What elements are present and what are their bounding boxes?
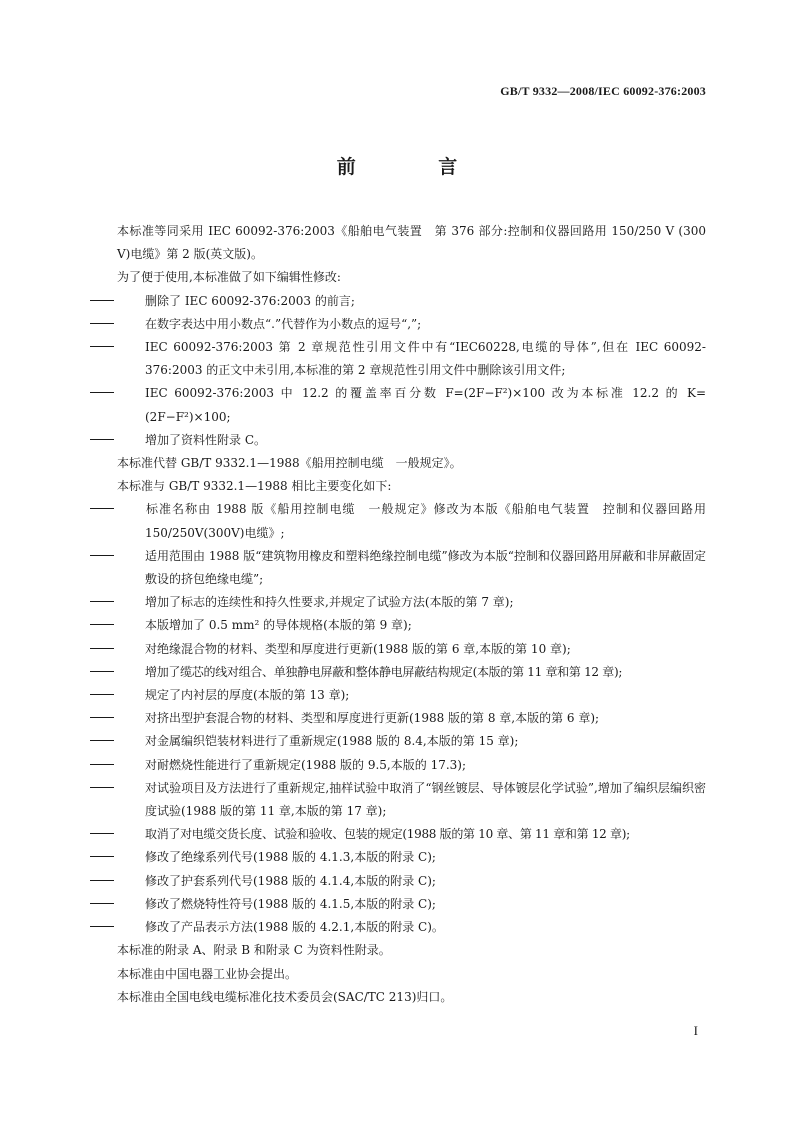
dash-marker [90, 661, 118, 684]
list-item-text: 修改了绝缘系列代号(1988 版的 4.1.3,本版的附录 C); [145, 850, 436, 865]
list-item-text: 修改了产品表示方法(1988 版的 4.2.1,本版的附录 C)。 [145, 920, 444, 935]
list-item-text: 修改了护套系列代号(1988 版的 4.1.4,本版的附录 C); [145, 873, 436, 888]
list-item [90, 777, 706, 823]
paragraph-text: 本标准由中国电器工业协会提出。 [117, 966, 298, 981]
list-item [90, 429, 706, 452]
list-item-text: 对耐燃烧性能进行了重新规定(1988 版的 9.5,本版的 17.3); [145, 757, 467, 772]
list-item-text: 取消了对电缆交货长度、试验和验收、包装的规定(1988 版的第 10 章、第 11 章和第 12 章); [145, 827, 630, 842]
list-item-text: 删除了 IEC 60092-376:2003 的前言; [145, 293, 355, 308]
paragraph-text: 本标准与 GB/T 9332.1—1988 相比主要变化如下: [117, 479, 392, 494]
dash-marker [90, 754, 118, 777]
paragraph [90, 220, 706, 266]
list-item [90, 591, 706, 614]
dash-marker [90, 916, 118, 939]
list-item-text: 对试验项目及方法进行了重新规定,抽样试验中取消了“钢丝镀层、导体镀层化学试验”,增加了编织层编织密度试验(1988 版的第 11 章,本版的第 17 章); [145, 780, 706, 819]
list-item-text: 适用范围由 1988 版“建筑物用橡皮和塑料绝缘控制电缆”修改为本版“控制和仪器回路用屏蔽和非屏蔽固定敷设的挤包绝缘电缆”; [145, 548, 706, 587]
list-item [90, 846, 706, 869]
paragraph [90, 475, 706, 498]
document-body [90, 220, 706, 1009]
paragraph-text: 本标准代替 GB/T 9332.1—1988《船用控制电缆 一般规定》。 [117, 456, 462, 471]
dash-marker [90, 823, 118, 846]
list-item [90, 730, 706, 753]
dash-marker [90, 684, 118, 707]
list-item-text: 修改了燃烧特性符号(1988 版的 4.1.5,本版的附录 C); [145, 896, 436, 911]
dash-marker [90, 638, 118, 661]
paragraph [90, 266, 706, 289]
list-item [90, 916, 706, 939]
list-item [90, 382, 706, 428]
list-item [90, 498, 706, 544]
dash-marker [90, 382, 118, 405]
dash-marker [90, 290, 118, 313]
dash-marker [90, 730, 118, 753]
dash-marker [90, 846, 118, 869]
list-item [90, 290, 706, 313]
dash-marker [90, 591, 118, 614]
page-number: I [693, 1023, 698, 1038]
dash-marker [90, 545, 118, 568]
page-title: 前 言 [336, 156, 496, 178]
paragraph [90, 452, 706, 475]
list-item-text: 对金属编织铠装材料进行了重新规定(1988 版的 8.4,本版的第 15 章); [145, 734, 519, 749]
dash-marker [90, 313, 118, 336]
list-item [90, 614, 706, 637]
list-item-text: 对挤出型护套混合物的材料、类型和厚度进行更新(1988 版的第 8 章,本版的第 6 章); [145, 711, 600, 726]
list-item-text: 规定了内衬层的厚度(本版的第 13 章); [145, 688, 350, 703]
list-item [90, 870, 706, 893]
dash-marker [90, 498, 118, 521]
list-item-text: 标准名称由 1988 版《船用控制电缆 一般规定》修改为本版《船舶电气装置 控制和仪器回路用 150/250V(300V)电缆》; [145, 502, 706, 540]
list-item-text: 增加了标志的连续性和持久性要求,并规定了试验方法(本版的第 7 章); [145, 595, 514, 610]
dash-marker [90, 893, 118, 916]
paragraph [90, 963, 706, 986]
paragraph [90, 986, 706, 1009]
paragraph [90, 939, 706, 962]
list-item-text: 增加了资料性附录 C。 [145, 432, 266, 447]
paragraph-text: 为了便于使用,本标准做了如下编辑性修改: [117, 270, 341, 285]
dash-marker [90, 614, 118, 637]
list-item [90, 661, 706, 684]
standard-code-header: GB/T 9332—2008/IEC 60092-376:2003 [500, 84, 706, 98]
paragraph-text: 本标准由全国电线电缆标准化技术委员会(SAC/TC 213)归口。 [117, 989, 453, 1004]
paragraph-text: 本标准等同采用 IEC 60092-376:2003《船舶电气装置 第 376 部分:控制和仪器回路用 150/250 V (300 V)电缆》第 2 版(英文版)。 [117, 224, 706, 262]
list-item-text: 本版增加了 0.5 mm² 的导体规格(本版的第 9 章); [145, 618, 412, 633]
dash-marker [90, 707, 118, 730]
dash-marker [90, 429, 118, 452]
list-item [90, 545, 706, 591]
list-item-text: 对绝缘混合物的材料、类型和厚度进行更新(1988 版的第 6 章,本版的第 10 章); [145, 641, 571, 656]
dash-marker [90, 870, 118, 893]
dash-marker [90, 777, 118, 800]
list-item [90, 313, 706, 336]
list-item [90, 754, 706, 777]
list-item-text: 增加了缆芯的线对组合、单独静电屏蔽和整体静电屏蔽结构规定(本版的第 11 章和第 12 章); [145, 664, 623, 679]
list-item-text: IEC 60092-376:2003 中 12.2 的覆盖率百分数 F=(2F−F²)×100 改为本标准 12.2 的 K=(2F−F²)×100; [145, 386, 706, 424]
paragraph-text: 本标准的附录 A、附录 B 和附录 C 为资料性附录。 [117, 943, 391, 958]
list-item [90, 707, 706, 730]
list-item-text: IEC 60092-376:2003 第 2 章规范性引用文件中有“IEC60228,电缆的导体”,但在 IEC 60092-376:2003 的正文中未引用,本标准的第 2 章规范性引用文件中删除该引用文件; [145, 340, 706, 378]
dash-marker [90, 336, 118, 359]
list-item [90, 684, 706, 707]
list-item [90, 823, 706, 846]
list-item [90, 893, 706, 916]
list-item-text: 在数字表达中用小数点“.”代替作为小数点的逗号“,”; [145, 316, 422, 331]
list-item [90, 638, 706, 661]
list-item [90, 336, 706, 382]
